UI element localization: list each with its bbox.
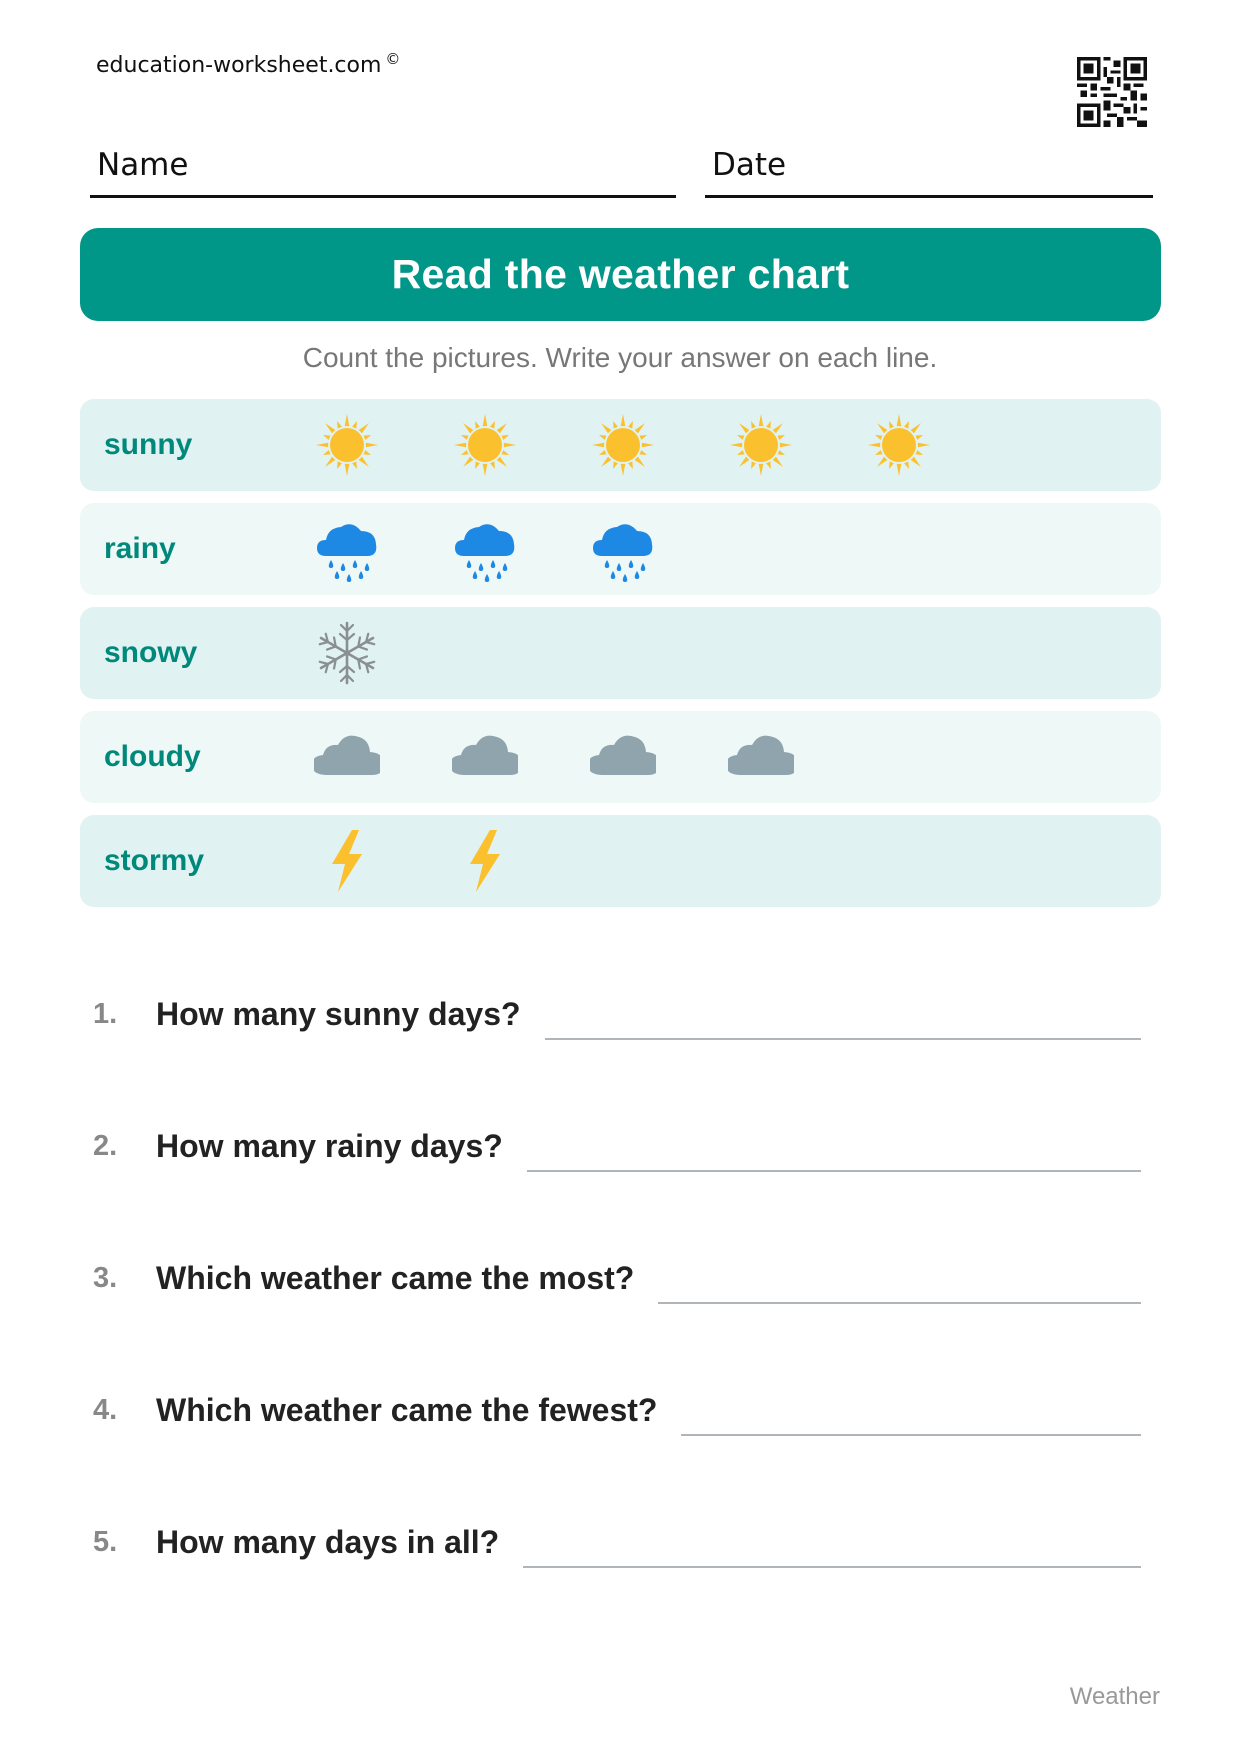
row-label-snowy: snowy: [104, 636, 198, 669]
cloud-icon: [452, 724, 518, 790]
sun-icon: [590, 412, 656, 478]
chart-row-sunny: [80, 399, 1161, 491]
name-field[interactable]: [90, 140, 676, 198]
sun-icon: [452, 412, 518, 478]
footer-topic: Weather: [1069, 1683, 1160, 1710]
icon-group-sunny: [80, 399, 1161, 491]
site-name: [96, 50, 400, 78]
question-text: Which weather came the most?: [156, 1260, 635, 1296]
rain-cloud-icon: [452, 516, 518, 582]
cloud-icon: [728, 724, 794, 790]
question-1: [0, 988, 1240, 1048]
question-5: [0, 1516, 1240, 1576]
row-label-sunny: sunny: [104, 428, 193, 461]
sun-icon: [866, 412, 932, 478]
answer-line[interactable]: [658, 1302, 1141, 1304]
answer-line[interactable]: [681, 1434, 1141, 1436]
question-3: [0, 1252, 1240, 1312]
chart-row-stormy: [80, 815, 1161, 907]
icon-group-snowy: [80, 607, 1161, 699]
question-2: [0, 1120, 1240, 1180]
question-text: How many rainy days?: [156, 1128, 503, 1164]
cloud-icon: [314, 724, 380, 790]
answer-line[interactable]: [545, 1038, 1141, 1040]
icon-group-cloudy: [80, 711, 1161, 803]
rain-cloud-icon: [314, 516, 380, 582]
lightning-icon: [314, 828, 380, 894]
chart-row-cloudy: [80, 711, 1161, 803]
question-number: 1.: [93, 998, 118, 1030]
cloud-icon: [590, 724, 656, 790]
answer-line[interactable]: [527, 1170, 1141, 1172]
rain-cloud-icon: [590, 516, 656, 582]
question-number: 3.: [93, 1262, 118, 1294]
site-text: education-worksheet.com: [96, 53, 382, 79]
date-field[interactable]: [705, 140, 1153, 198]
icon-group-stormy: [80, 815, 1161, 907]
question-number: 2.: [93, 1130, 118, 1162]
title-banner: [80, 228, 1161, 321]
instructions: Count the pictures. Write your answer on each line.: [302, 342, 938, 373]
question-number: 4.: [93, 1394, 118, 1426]
row-label-rainy: rainy: [104, 532, 176, 565]
icon-group-rainy: [80, 503, 1161, 595]
question-text: How many sunny days?: [156, 996, 521, 1032]
question-text: Which weather came the fewest?: [156, 1392, 658, 1428]
sun-icon: [314, 412, 380, 478]
copyright-mark: ©: [385, 50, 401, 68]
question-number: 5.: [93, 1526, 118, 1558]
name-label: Name: [97, 147, 189, 183]
row-label-stormy: stormy: [104, 844, 205, 877]
lightning-icon: [452, 828, 518, 894]
snowflake-icon: [314, 620, 380, 686]
qr-code-icon: [1077, 57, 1147, 127]
question-4: [0, 1384, 1240, 1444]
question-text: How many days in all?: [156, 1524, 500, 1560]
sun-icon: [728, 412, 794, 478]
date-label: Date: [712, 147, 787, 183]
answer-line[interactable]: [523, 1566, 1141, 1568]
row-label-cloudy: cloudy: [104, 740, 201, 773]
page-title: Read the weather chart: [391, 251, 850, 297]
chart-row-rainy: [80, 503, 1161, 595]
chart-row-snowy: [80, 607, 1161, 699]
